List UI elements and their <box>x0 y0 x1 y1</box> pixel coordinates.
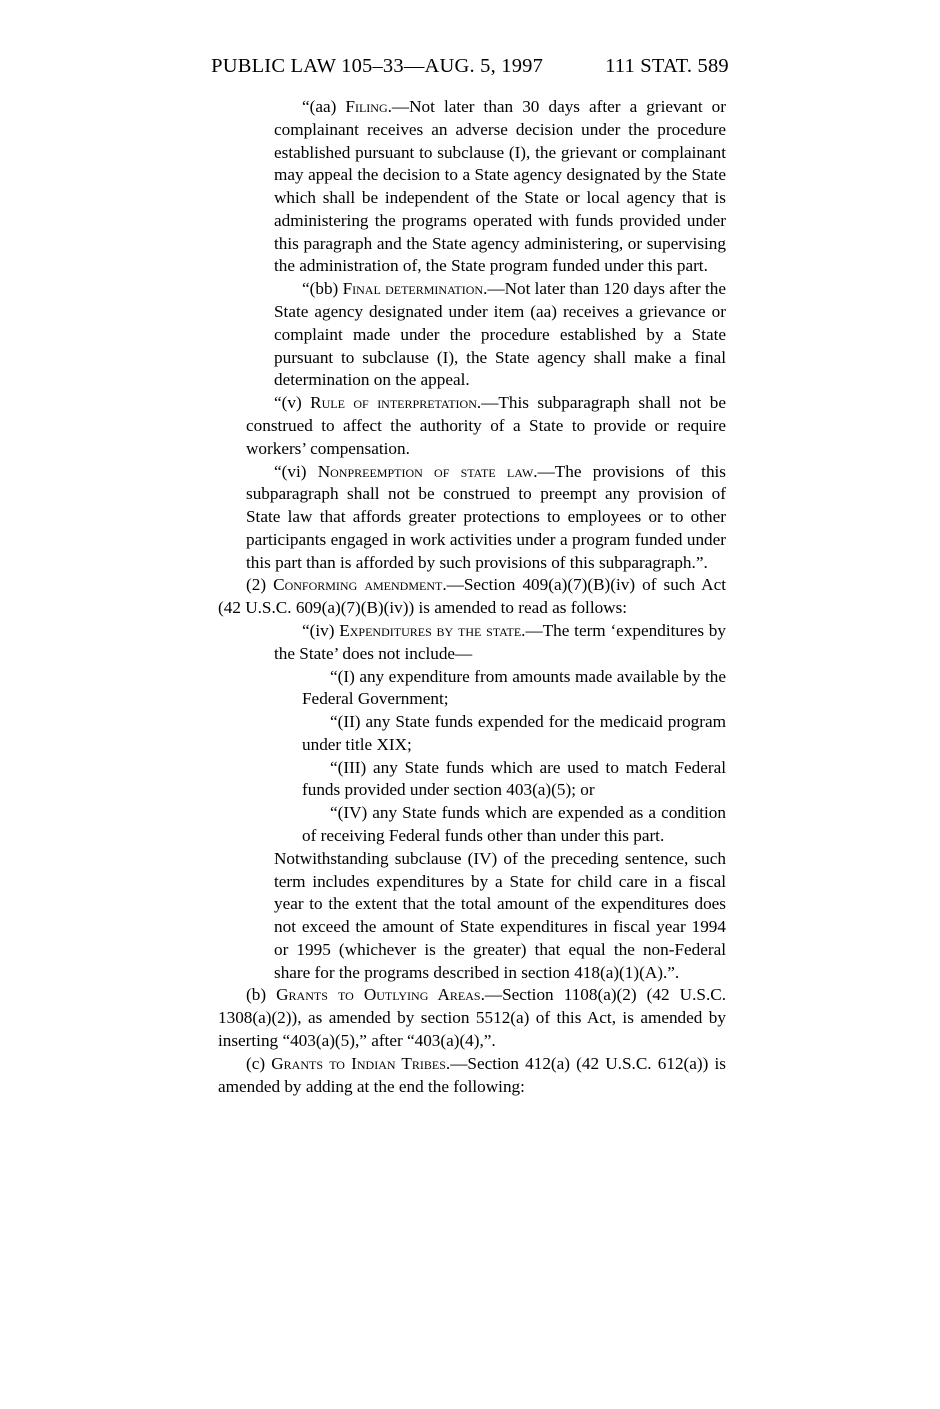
paragraph-caption: Final determination. <box>342 279 488 299</box>
paragraph-caption: Rule of interpretation. <box>310 393 482 413</box>
statute-paragraph <box>274 620 726 666</box>
paragraph-text: —Section 412(a) (42 U.S.C. 612(a)) is amended by adding at the end the following: <box>218 1053 726 1096</box>
paragraph-caption: Filing. <box>345 97 392 116</box>
paragraph-marker: “(bb) <box>302 279 343 299</box>
statute-paragraph <box>246 392 726 460</box>
paragraph-text: “(II) any State funds expended for the medicaid program under title XIX; <box>302 712 726 754</box>
paragraph-text: —The provisions of this subparagraph shall not be construed to preempt any provision of State law that affords greater protections to employees or to other participants engaged in work activities under a program funded under this part than is afforded by such provisions of this subparagraph.”. <box>246 461 727 572</box>
paragraph-caption: Grants to Outlying Areas. <box>276 985 485 1005</box>
paragraph-text: Notwithstanding subclause (IV) of the preceding sentence, such term includes expenditures by a State for child care in a fiscal year to the extent that the total amount of the expenditures does not exceed the amount of State expenditures in fiscal year 1994 or 1995 (whichever is the greater) that equal the non-Federal share for the programs described in section 418(a)(1)(A).”. <box>274 848 726 982</box>
statute-paragraph <box>274 96 726 278</box>
paragraph-caption: Expenditures by the state. <box>339 620 526 640</box>
paragraph-marker: “(aa) <box>302 97 346 116</box>
paragraph-caption: Nonpreemption of state law. <box>317 461 538 481</box>
paragraph-text: “(IV) any State funds which are expended as a condition of receiving Federal funds other than under this part. <box>302 803 726 845</box>
paragraph-caption: Conforming amendment. <box>273 575 447 595</box>
paragraph-marker: “(iv) <box>302 620 340 640</box>
statute-paragraph <box>246 461 726 575</box>
page-header <box>0 55 940 78</box>
paragraph-marker: “(v) <box>274 393 311 413</box>
header-public-law: PUBLIC LAW 105–33—AUG. 5, 1997 <box>211 55 544 77</box>
paragraph-text: —Not later than 30 days after a grievant or complainant receives an adverse decision under the procedure established pursuant to subclause (I), the grievant or complainant may appeal the decision to a State agency designated by the State which shall be independent of the State or local agency that is administering the programs operated with funds provided under this paragraph and the State agency administering, or supervising the administration of, the State program funded under this part. <box>274 97 726 276</box>
statute-paragraph <box>302 711 726 757</box>
paragraph-marker: (b) <box>246 985 277 1005</box>
paragraph-marker: (c) <box>246 1053 272 1073</box>
statute-paragraph <box>302 757 726 803</box>
statute-paragraph <box>274 848 726 985</box>
paragraph-text: “(I) any expenditure from amounts made available by the Federal Government; <box>302 666 726 709</box>
paragraph-text: —Section 409(a)(7)(B)(iv) of such Act (42 U.S.C. 609(a)(7)(B)(iv)) is amended to read as follows: <box>218 575 726 618</box>
statute-paragraph <box>218 1053 726 1099</box>
paragraph-marker: (2) <box>246 575 274 595</box>
paragraph-text: —The term ‘expenditures by the State’ does not include— <box>274 620 726 663</box>
body-column <box>218 96 726 1098</box>
statute-paragraph <box>302 666 726 712</box>
paragraph-text: “(III) any State funds which are used to match Federal funds provided under section 403(a)(5); or <box>302 757 726 800</box>
paragraph-text: —Section 1108(a)(2) (42 U.S.C. 1308(a)(2)), as amended by section 5512(a) of this Act, is amended by inserting “403(a)(5),” after “403(a)(4),”. <box>218 985 726 1051</box>
paragraph-caption: Grants to Indian Tribes. <box>271 1053 451 1073</box>
paragraph-text: —Not later than 120 days after the State agency designated under item (aa) receives a grievance or complaint made under the procedure established by a State pursuant to subclause (I), the State agency shall make a final determination on the appeal. <box>274 279 727 390</box>
statute-paragraph <box>274 278 726 392</box>
paragraph-marker: “(vi) <box>274 461 318 481</box>
header-statute-citation: 111 STAT. 589 <box>605 55 729 77</box>
statute-paragraph <box>302 802 726 848</box>
statute-paragraph <box>218 574 726 620</box>
paragraph-text: —This subparagraph shall not be construed to affect the authority of a State to provide or require workers’ compensation. <box>246 393 727 458</box>
statute-paragraph <box>218 984 726 1052</box>
